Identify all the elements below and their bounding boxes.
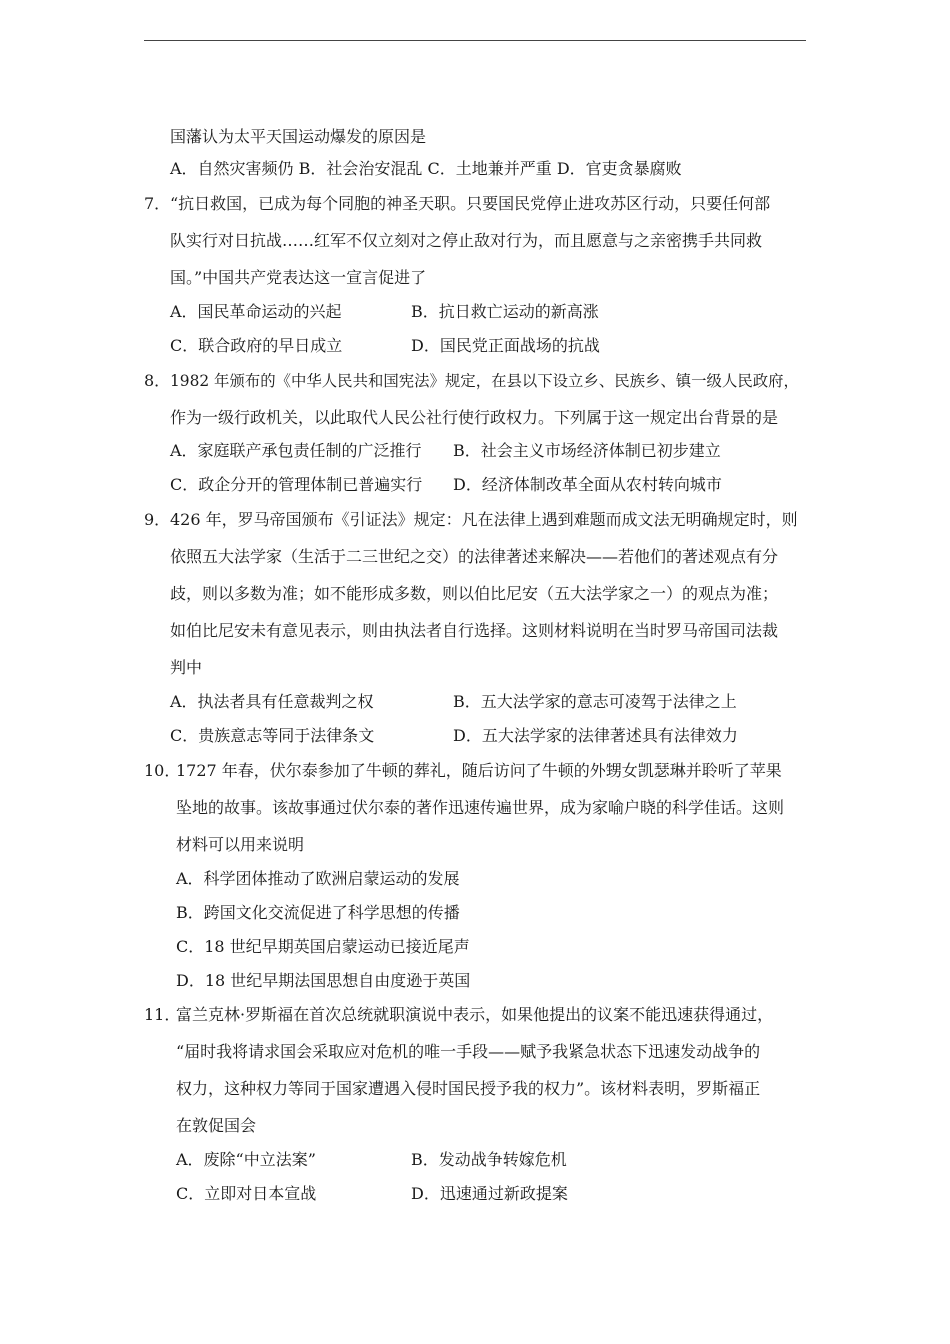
q8-option-d: D．经济体制改革全面从农村转向城市 — [453, 475, 722, 494]
q9-stem-line: 依照五大法学家（生活于二三世纪之交）的法律著述来解决——若他们的著述观点有分 — [170, 547, 779, 566]
q11-option-d: D．迅速通过新政提案 — [411, 1184, 568, 1203]
q9-stem-line: 歧，则以多数为准；如不能形成多数，则以伯比尼安（五大法学家之一）的观点为准； — [170, 584, 779, 603]
q8-stem-line: 作为一级行政机关，以此取代人民公社行使行政权力。下列属于这一规定出台背景的是 — [170, 408, 779, 427]
q10-stem-line: 1727 年春，伏尔泰参加了牛顿的葬礼，随后访问了牛顿的外甥女凯瑟琳并聆听了苹果 — [176, 761, 782, 780]
q11-stem-line: 权力，这种权力等同于国家遭遇入侵时国民授予我的权力”。该材料表明，罗斯福正 — [176, 1079, 761, 1098]
q7-stem-line: 队实行对日抗战……红军不仅立刻对之停止敌对行为，而且愿意与之亲密携手共同救 — [170, 231, 763, 250]
q11-number: 11． — [144, 1005, 181, 1024]
q7-option-a: A．国民革命运动的兴起 — [170, 302, 342, 321]
q10-number: 10． — [144, 761, 181, 780]
q7-option-b: B．抗日救亡运动的新高涨 — [411, 302, 599, 321]
q8-option-b: B．社会主义市场经济体制已初步建立 — [453, 441, 721, 460]
q9-number: 9． — [144, 510, 171, 529]
q9-option-d: D．五大法学家的法律著述具有法律效力 — [453, 726, 738, 745]
q9-option-c: C．贵族意志等同于法律条文 — [170, 726, 375, 745]
q7-number: 7． — [144, 194, 171, 213]
q8-stem-line: 1982 年颁布的《中华人民共和国宪法》规定，在县以下设立乡、民族乡、镇一级人民政府， — [170, 372, 799, 390]
q9-stem-line: 426 年，罗马帝国颁布《引证法》规定：凡在法律上遇到难题而成文法无明确规定时，则 — [170, 510, 798, 529]
q8-number: 8． — [144, 371, 171, 390]
q7-option-c: C．联合政府的早日成立 — [170, 336, 343, 355]
q8-option-c: C．政企分开的管理体制已普遍实行 — [170, 475, 423, 494]
q10-stem-line: 坠地的故事。该故事通过伏尔泰的著作迅速传遍世界，成为家喻户晓的科学佳话。这则 — [176, 798, 785, 817]
q6-stem-tail: 国藩认为太平天国运动爆发的原因是 — [170, 127, 427, 146]
q10-stem-line: 材料可以用来说明 — [176, 835, 305, 854]
q9-stem-line: 判中 — [170, 658, 203, 677]
q11-option-b: B．发动战争转嫁危机 — [411, 1150, 567, 1169]
q9-option-b: B．五大法学家的意志可凌驾于法律之上 — [453, 692, 737, 711]
q11-stem-line: “届时我将请求国会采取应对危机的唯一手段——赋予我紧急状态下迅速发动战争的 — [176, 1042, 761, 1061]
q10-option-b: B．跨国文化交流促进了科学思想的传播 — [176, 903, 460, 922]
q7-stem-line: 国。”中国共产党表达这一宣言促进了 — [170, 268, 427, 287]
q6-options: A．自然灾害频仍 B．社会治安混乱 C．土地兼并严重 D．官吏贪暴腐败 — [170, 159, 682, 178]
q9-stem-line: 如伯比尼安未有意见表示，则由执法者自行选择。这则材料说明在当时罗马帝国司法裁 — [170, 621, 779, 640]
q10-option-c: C．18 世纪早期英国启蒙运动已接近尾声 — [176, 937, 470, 956]
q7-stem-line: “抗日救国，已成为每个同胞的神圣天职。只要国民党停止进攻苏区行动，只要任何部 — [170, 194, 771, 213]
q10-option-a: A．科学团体推动了欧洲启蒙运动的发展 — [176, 869, 460, 888]
q11-option-a: A．废除“中立法案” — [176, 1150, 316, 1169]
q11-stem-line: 富兰克林·罗斯福在首次总统就职演说中表示，如果他提出的议案不能迅速获得通过， — [176, 1005, 774, 1024]
q9-option-a: A．执法者具有任意裁判之权 — [170, 692, 374, 711]
q8-option-a: A．家庭联产承包责任制的广泛推行 — [170, 441, 422, 460]
q11-option-c: C．立即对日本宣战 — [176, 1184, 317, 1203]
header-rule — [144, 40, 806, 41]
q11-stem-line: 在敦促国会 — [176, 1116, 257, 1135]
q10-option-d: D．18 世纪早期法国思想自由度逊于英国 — [176, 971, 471, 990]
q7-option-d: D．国民党正面战场的抗战 — [411, 336, 600, 355]
